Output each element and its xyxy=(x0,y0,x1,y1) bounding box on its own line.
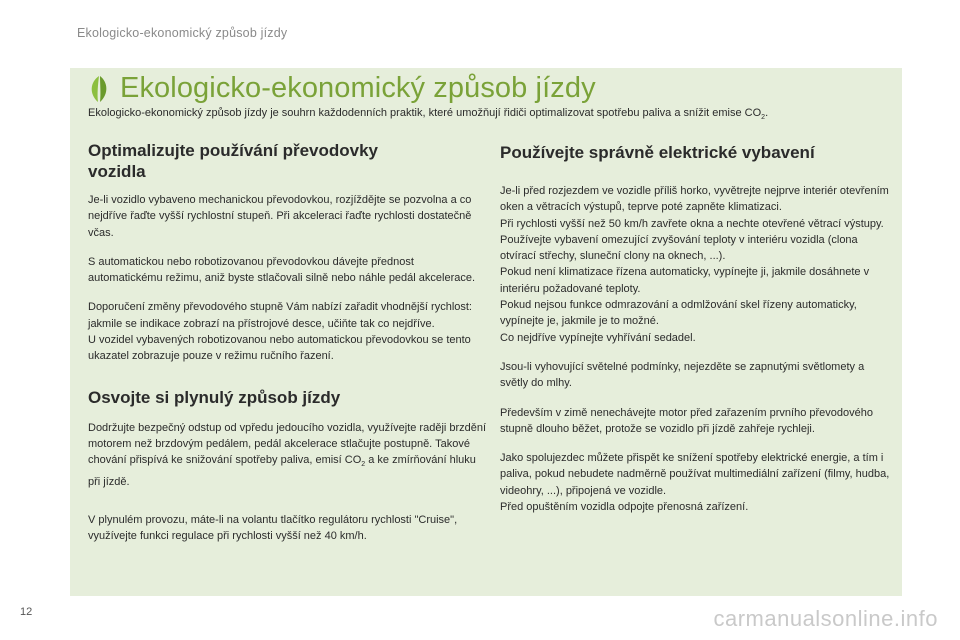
paragraph-cruise: V plynulém provozu, máte-li na volantu tlačítko regulátoru rychlosti "Cruise", využívejte funkci regulace při rychlosti vyšší než 40 km/h. xyxy=(88,514,458,543)
paragraph-winter-engine: Především v zimě nenechávejte motor před zařazením prvního převodového stupně dlouho běžet, protože se vozidlo při jízdě zahřeje rychleji. xyxy=(500,406,873,435)
paragraph-manual-gearbox: Je-li vozidlo vybaveno mechanickou převodovkou, rozjíždějte se pozvolna a co nejdříve řaďte vyšší rychlostní stupeň. Při akceleraci řaďte rychlosti dostatečně včas. xyxy=(88,194,472,239)
safe-distance-tail: a ke zmírňování hluku při jízdě. xyxy=(88,454,476,488)
safe-distance-text: Dodržujte bezpečný odstup od vpředu jedoucího vozidla, využívejte raději brzdění motorem než brzdovým pedálem, pedál akcelerace stlačujte postupně. Takové chování přispívá ke snižování spotřeby paliva, emisí CO xyxy=(88,421,487,467)
intro-text: Ekologicko-ekonomický způsob jízdy je souhrn každodenních praktik, které umožňují řidiči optimalizovat spotřebu paliva a snížit emise CO xyxy=(88,107,762,119)
intro-paragraph xyxy=(88,105,868,126)
content-panel xyxy=(70,68,902,596)
heading-transmission: Optimalizujte používání převodovky vozidla xyxy=(88,141,378,181)
left-column xyxy=(88,140,488,545)
paragraph-passenger-devices: Jako spolujezdec můžete přispět ke snížení spotřeby elektrické energie, a tím i paliva, pokud nebudete nadměrně používat multimediální zařízení (filmy, hudba, videohry, ...), připojená ve vozidle. Před opuštěním vozidla odpojte přenosná zařízení. xyxy=(500,452,890,514)
paragraph-gear-indicator: Doporučení změny převodového stupně Vám nabízí zařadit vhodnější rychlost: jakmile se indikace zobrazí na přístrojové desce, učiňte tak co nejdříve. U vozidel vybavených robotizovanou nebo automatickou převodovkou se tento ukazatel zobrazuje pouze v režimu ručního řazení. xyxy=(88,301,472,363)
right-column xyxy=(500,140,895,515)
intro-subscript: 2 xyxy=(761,114,766,122)
heading-electrical-equipment: Používejte správně elektrické vybavení xyxy=(500,143,815,162)
watermark: carmanualsonline.info xyxy=(713,606,938,631)
co2-subscript: 2 xyxy=(361,461,366,469)
title-row xyxy=(86,72,596,105)
running-header: Ekologicko-ekonomický způsob jízdy xyxy=(77,26,288,40)
intro-tail: . xyxy=(765,107,769,119)
page-number: 12 xyxy=(20,606,33,618)
paragraph-lights: Jsou-li vyhovující světelné podmínky, nejezděte se zapnutými světlomety a světly do mlhy. xyxy=(500,360,865,390)
paragraph-safe-distance xyxy=(88,420,488,490)
leaf-icon xyxy=(86,74,112,104)
heading-smooth-driving: Osvojte si plynulý způsob jízdy xyxy=(88,387,341,407)
page-title: Ekologicko-ekonomický způsob jízdy xyxy=(120,72,596,104)
paragraph-air-conditioning: Je-li před rozjezdem ve vozidle příliš horko, vyvětrejte nejprve interiér otevřením oken a větracích výstupů, teprve poté zapněte klimatizaci. Při rychlosti vyšší než 50 km/h zavřete okna a nechte otevřené větrací výstupy. Používejte vybavení omezující zvyšování teploty v interiéru vozidla (clona otvírací střechy, sluneční clony na oknech, ...). Pokud není klimatizace řízena automaticky, vypínejte ji, jakmile dosáhnete v interiéru požadované teploty. Pokud nejsou funkce odmrazování a odmlžování skel řízeny automaticky, vypínejte je, jakmile je to možné. Co nejdříve vypínejte vyhřívání sedadel. xyxy=(500,185,889,344)
paragraph-automatic-gearbox: S automatickou nebo robotizovanou převodovkou dávejte přednost automatickému režimu, aniž byste stlačovali silně nebo náhle pedál akcelerace. xyxy=(88,255,476,285)
